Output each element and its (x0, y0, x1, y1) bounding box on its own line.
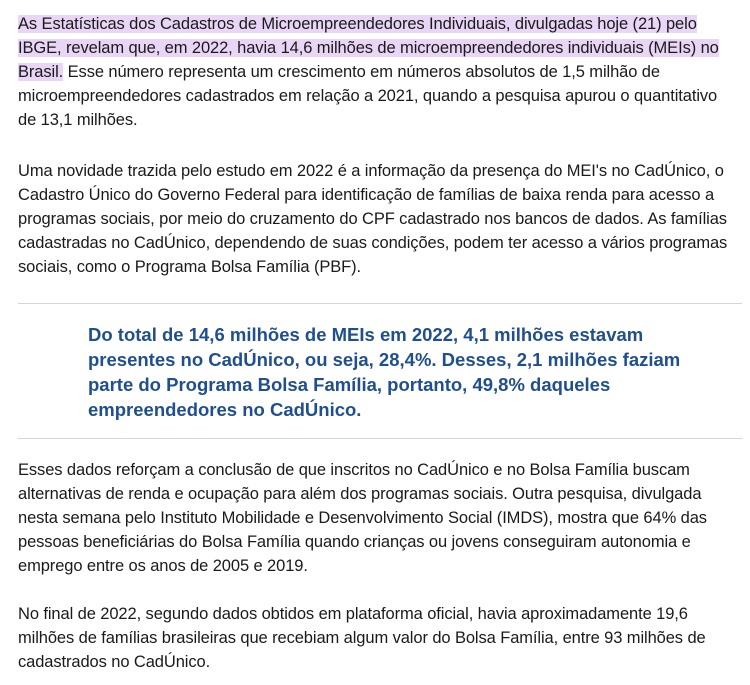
paragraph-4: No final de 2022, segundo dados obtidos em plataforma oficial, havia aproximadamente 19,6 milhões de famílias brasileiras que recebiam algum valor do Bolsa Família, entre 93 milhões de cadastrados no CadÚnico. (18, 605, 706, 671)
paragraph-1-rest: Esse número representa um crescimento em números absolutos de 1,5 milhão de microempreendedores cadastrados em relação a 2021, quando a pesquisa apurou o quantitativo de 13,1 milhões. (18, 63, 718, 129)
pullquote: Do total de 14,6 milhões de MEIs em 2022, 4,1 milhões estavam presentes no CadÚnico, ou seja, 28,4%. Desses, 2,1 milhões faziam parte do Programa Bolsa Família, portanto, 49,8% daqueles empreendedores no CadÚnico. (88, 324, 681, 420)
highlighted-text[interactable]: As Estatísticas dos Cadastros de Microempreendedores Individuais, divulgadas hoje (21) pelo IBGE, revelam que, em 2022, havia 14,6 milhões de microempreendedores individuais (MEIs) no Brasil. (18, 15, 719, 81)
pullquote-divider-top (18, 303, 742, 304)
paragraph-3: Esses dados reforçam a conclusão de que inscritos no CadÚnico e no Bolsa Família buscam alternativas de renda e ocupação para além dos programas sociais. Outra pesquisa, divulgada nesta semana pelo Instituto Mobilidade e Desenvolvimento Social (IMDS), mostra que 64% das pessoas beneficiárias do Bolsa Família quando crianças ou jovens conseguiram autonomia e emprego entre os anos de 2005 e 2019. (18, 461, 707, 575)
paragraph-1 (18, 12, 738, 132)
pullquote-divider-bottom (18, 438, 742, 439)
paragraph-2: Uma novidade trazida pelo estudo em 2022 é a informação da presença do MEI's no CadÚnico, o Cadastro Único do Governo Federal para identificação de famílias de baixa renda para acesso a programas sociais, por meio do cruzamento do CPF cadastrado nos bancos de dados. As famílias cadastradas no CadÚnico, dependendo de suas condições, podem ter acesso a vários programas sociais, como o Programa Bolsa Família (PBF). (18, 162, 728, 276)
